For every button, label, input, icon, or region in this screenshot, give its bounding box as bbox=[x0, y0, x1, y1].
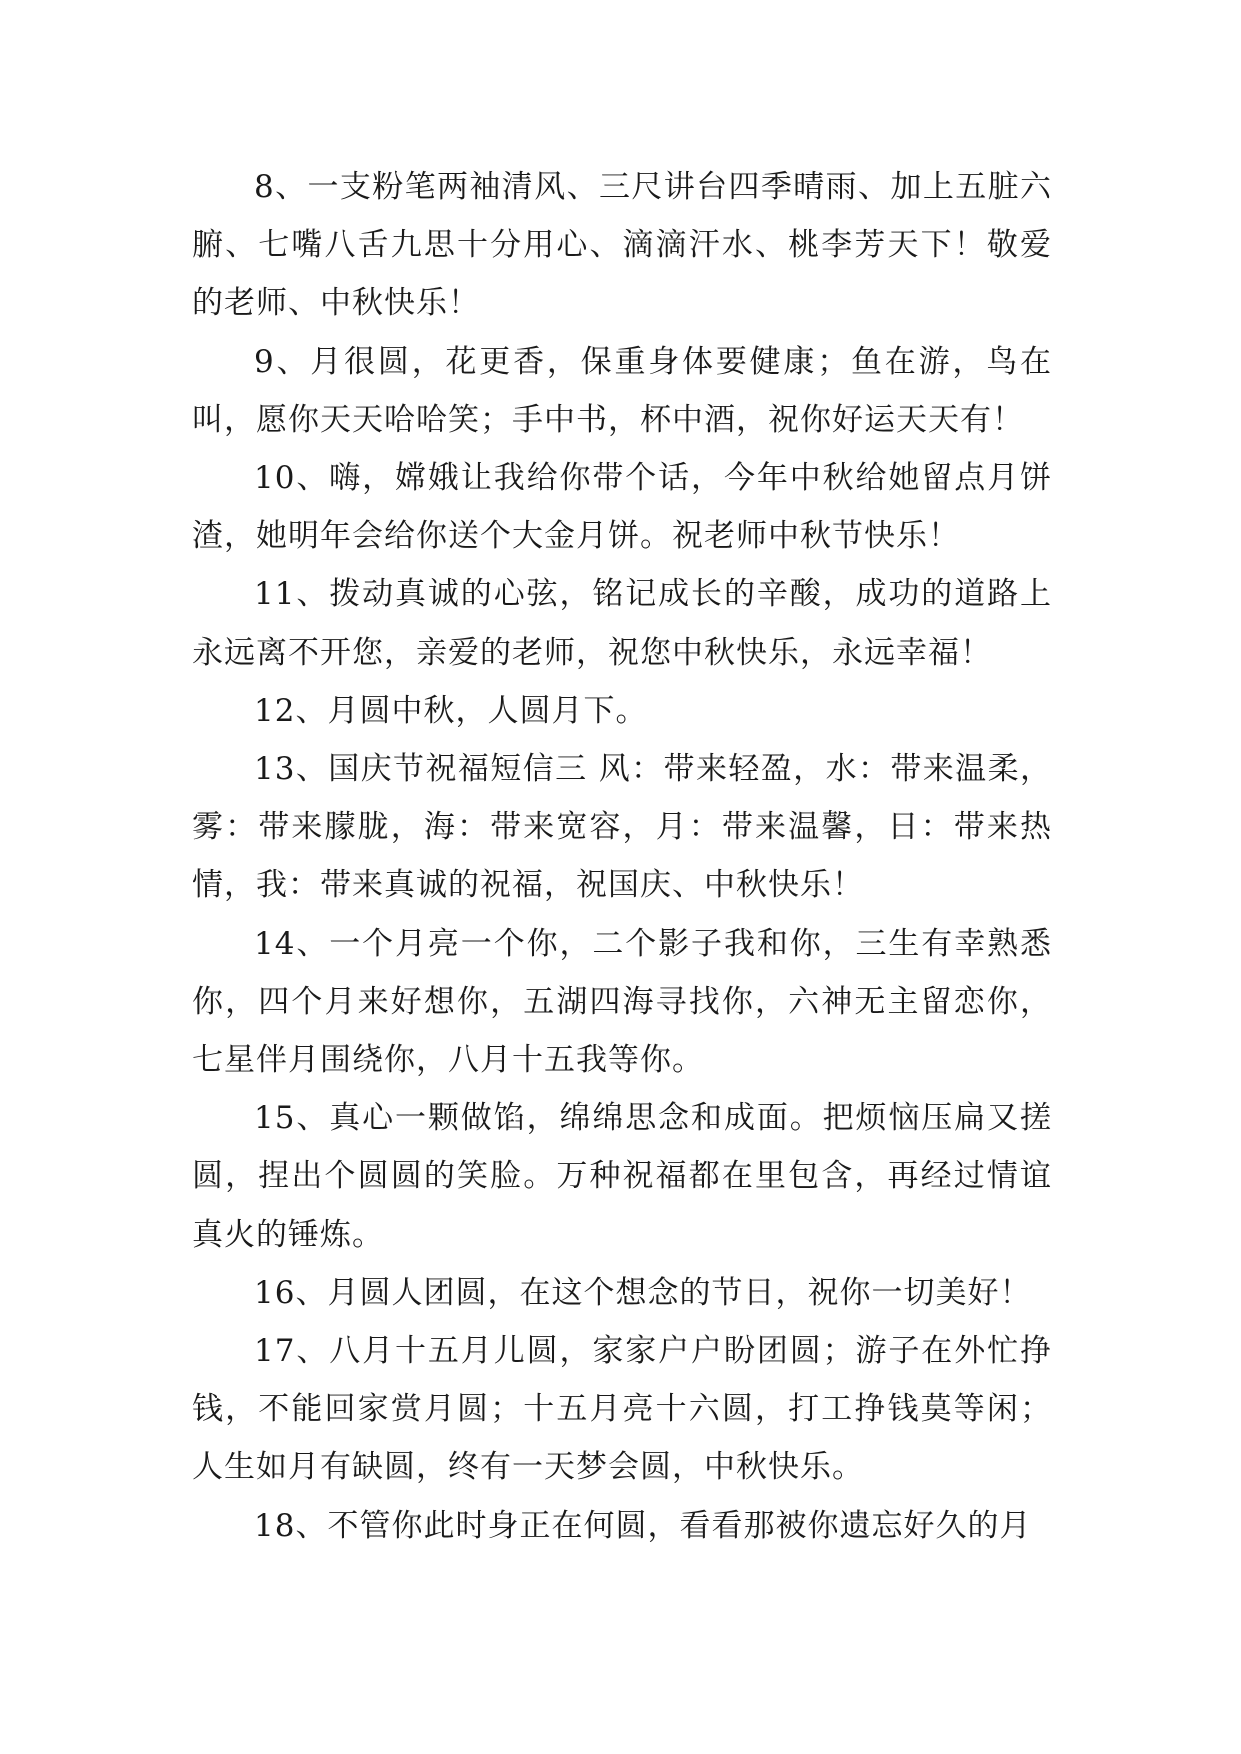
paragraph-8: 8、一支粉笔两袖清风、三尺讲台四季晴雨、加上五脏六腑、七嘴八舌九思十分用心、滴滴汗水、桃李芳天下！敬爱的老师、中秋快乐！ bbox=[192, 169, 1052, 322]
paragraph-15: 15、真心一颗做馅，绵绵思念和成面。把烦恼压扁又搓圆，捏出个圆圆的笑脸。万种祝福都在里包含，再经过情谊真火的锤炼。 bbox=[192, 1100, 1052, 1253]
document-body bbox=[192, 158, 1052, 1555]
paragraph-16: 16、月圆人团圆，在这个想念的节日，祝你一切美好！ bbox=[254, 1274, 1032, 1311]
paragraph-10: 10、嗨，嫦娥让我给你带个话，今年中秋给她留点月饼渣，她明年会给你送个大金月饼。祝老师中秋节快乐！ bbox=[192, 460, 1052, 555]
paragraph-13: 13、国庆节祝福短信三 风：带来轻盈，水：带来温柔，雾：带来朦胧，海：带来宽容，月：带来温馨，日：带来热情，我：带来真诚的祝福，祝国庆、中秋快乐！ bbox=[192, 751, 1052, 904]
paragraph-17: 17、八月十五月儿圆，家家户户盼团圆；游子在外忙挣钱，不能回家赏月圆；十五月亮十六圆，打工挣钱莫等闲；人生如月有缺圆，终有一天梦会圆，中秋快乐。 bbox=[192, 1333, 1052, 1486]
paragraph-18: 18、不管你此时身正在何圆，看看那被你遗忘好久的月 bbox=[254, 1507, 1032, 1544]
paragraph-12: 12、月圆中秋，人圆月下。 bbox=[254, 692, 648, 729]
paragraph-9: 9、月很圆，花更香，保重身体要健康；鱼在游，鸟在叫，愿你天天哈哈笑；手中书，杯中酒，祝你好运天天有！ bbox=[192, 343, 1052, 438]
paragraph-14: 14、一个月亮一个你，二个影子我和你，三生有幸熟悉你，四个月来好想你，五湖四海寻找你，六神无主留恋你，七星伴月围绕你，八月十五我等你。 bbox=[192, 925, 1052, 1079]
paragraph-11: 11、拨动真诚的心弦，铭记成长的辛酸，成功的道路上永远离不开您，亲爱的老师，祝您中秋快乐，永远幸福！ bbox=[192, 576, 1052, 671]
